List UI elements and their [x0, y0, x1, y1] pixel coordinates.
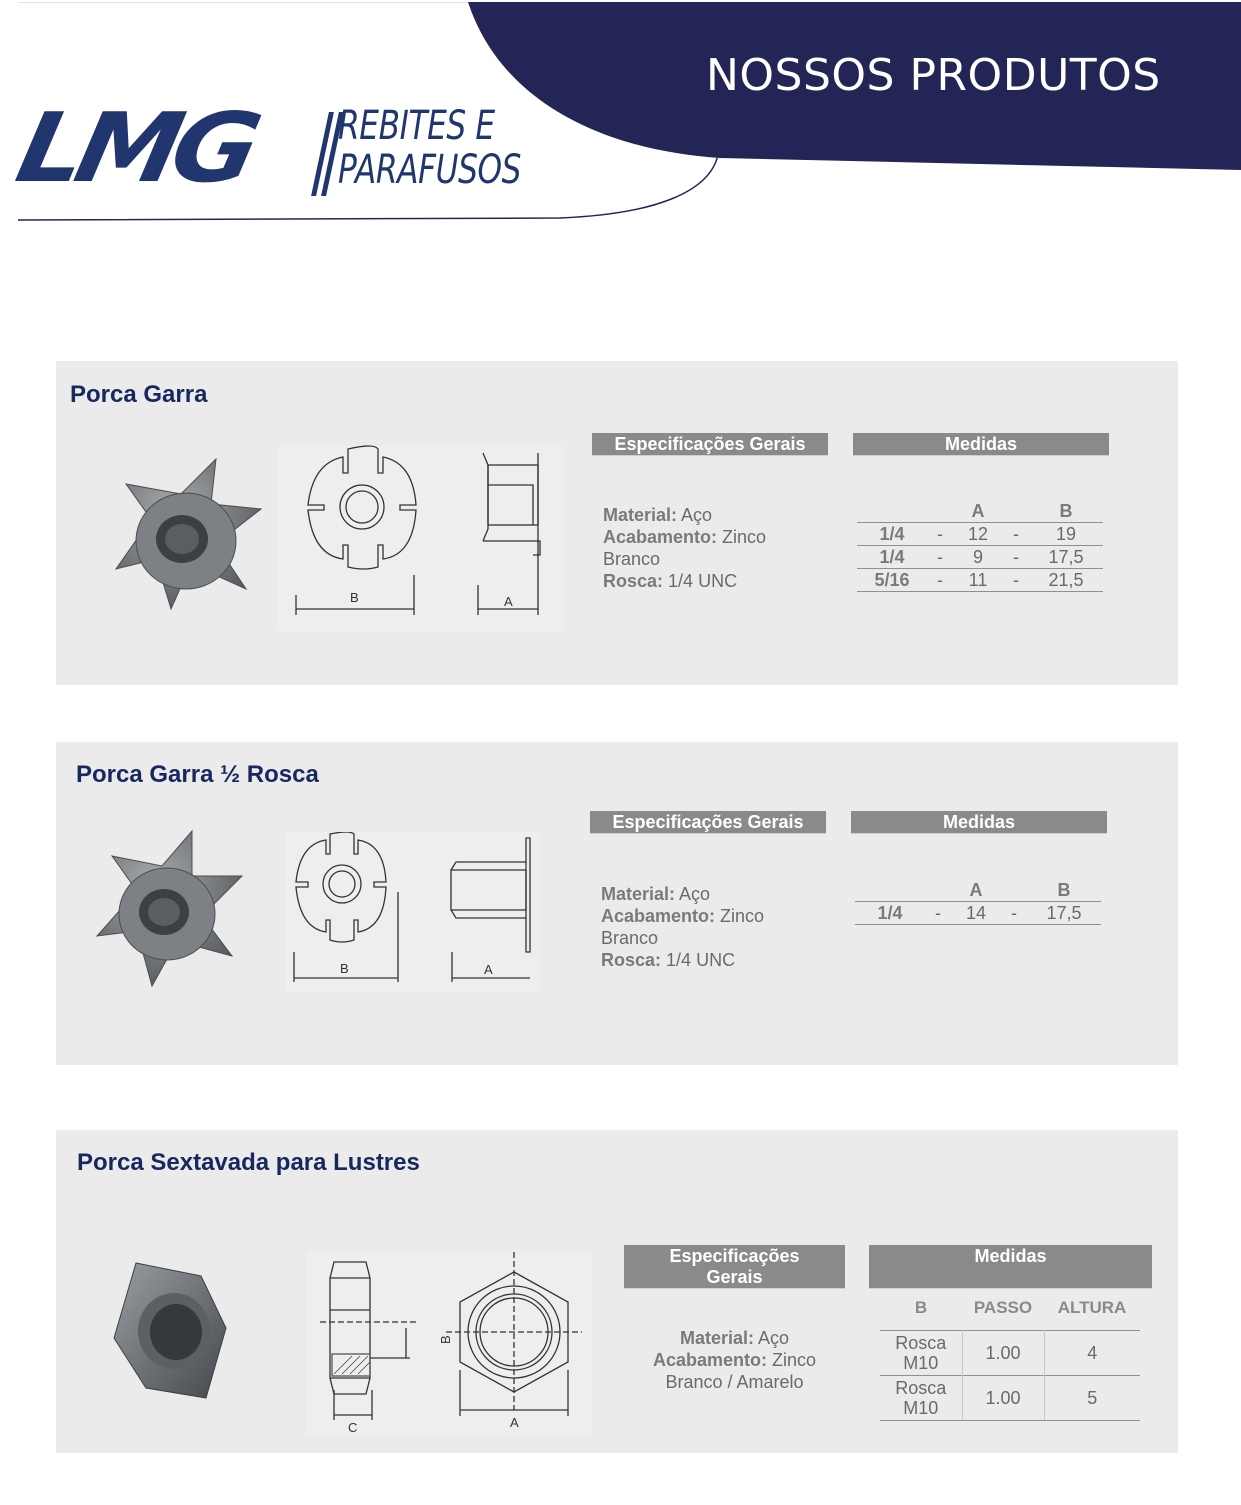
separator: -	[927, 569, 953, 592]
spec-label: Material:	[601, 884, 676, 904]
size-cell: 1/4	[857, 523, 927, 546]
size-cell: 1/4	[857, 546, 927, 569]
pitch-cell: 1.00	[962, 1330, 1044, 1375]
banner-title: NOSSOS PRODUTOS	[706, 50, 1161, 101]
spec-list	[603, 504, 766, 592]
thread-line2: M10	[903, 1352, 939, 1373]
separator: -	[927, 523, 953, 546]
half-thread-tee-nut-drawing	[286, 832, 541, 992]
table-row	[857, 569, 1103, 592]
tee-nut-photo	[96, 449, 266, 619]
thread-line1: Rosca	[895, 1377, 947, 1398]
spec-value: 1/4 UNC	[666, 950, 736, 970]
spec-value: Branco	[601, 928, 659, 948]
separator: -	[925, 902, 951, 925]
table-row	[855, 902, 1101, 925]
spec-list	[601, 883, 764, 971]
spec-label: Acabamento:	[603, 527, 718, 547]
spec-header-line1: Especificações	[669, 1246, 800, 1266]
measures-header: Medidas	[869, 1245, 1152, 1289]
company-logo	[7, 91, 530, 210]
product-title: Porca Garra	[70, 381, 208, 408]
spec-label: Material:	[603, 505, 678, 525]
logo-text-line1: REBITES E	[338, 103, 495, 149]
separator: -	[1001, 902, 1027, 925]
column-header: A	[971, 501, 985, 521]
spec-value: Aço	[679, 884, 711, 904]
product-title: Porca Garra ½ Rosca	[76, 761, 319, 788]
hex-nut-drawing	[306, 1250, 592, 1436]
size-cell: 1/4	[855, 902, 925, 925]
measures-header-row	[880, 1286, 1140, 1330]
spec-label: Material:	[679, 1328, 754, 1348]
separator: -	[1003, 569, 1029, 592]
spec-value: Zinco	[720, 906, 765, 926]
value-a: 14	[951, 902, 1001, 925]
column-header: A	[969, 880, 983, 900]
spec-label: Acabamento:	[601, 906, 716, 926]
tee-nut-drawing	[278, 445, 564, 631]
thread-cell	[880, 1330, 962, 1375]
product-title: Porca Sextavada para Lustres	[77, 1149, 420, 1176]
value-a: 12	[953, 523, 1003, 546]
value-b: 17,5	[1029, 546, 1103, 569]
spec-label: Rosca:	[601, 950, 662, 970]
value-b: 21,5	[1029, 569, 1103, 592]
spec-value: Zinco	[722, 527, 767, 547]
half-thread-tee-nut-photo	[82, 826, 252, 991]
table-row	[880, 1330, 1140, 1375]
measures-table	[880, 1286, 1140, 1421]
table-row	[857, 546, 1103, 569]
pitch-cell: 1.00	[962, 1375, 1044, 1420]
spec-value: 1/4 UNC	[668, 571, 738, 591]
column-header: B	[914, 1297, 928, 1317]
value-b: 17,5	[1027, 902, 1101, 925]
hex-nut-photo	[106, 1258, 231, 1403]
thread-line1: Rosca	[895, 1332, 947, 1353]
spec-header-line2: Gerais	[706, 1267, 763, 1287]
measures-header-row	[855, 879, 1101, 902]
dimension-label-c: C	[348, 1420, 358, 1435]
column-header: B	[1059, 501, 1073, 521]
spec-header: Especificações Gerais	[590, 811, 826, 834]
spec-header: Especificações Gerais	[592, 433, 828, 456]
value-a: 9	[953, 546, 1003, 569]
spec-list	[624, 1327, 845, 1393]
separator: -	[927, 546, 953, 569]
table-row	[857, 523, 1103, 546]
measures-header: Medidas	[853, 433, 1109, 456]
thread-line2: M10	[903, 1397, 939, 1418]
product-panel-porca-garra	[56, 361, 1178, 685]
column-header: B	[1057, 880, 1071, 900]
logo-mark: LMG	[7, 91, 263, 204]
spec-value: Aço	[681, 505, 713, 525]
spec-value: Zinco	[772, 1350, 817, 1370]
value-a: 11	[953, 569, 1003, 592]
spec-value: Aço	[758, 1328, 790, 1348]
dimension-label-a: A	[510, 1415, 519, 1430]
dimension-label-a: A	[504, 594, 513, 609]
separator: -	[1003, 523, 1029, 546]
dimension-label-b: B	[340, 961, 349, 976]
spec-header	[624, 1245, 845, 1289]
logo-text-line2: PARAFUSOS	[338, 147, 522, 193]
dimension-label-b: B	[438, 1335, 453, 1344]
size-cell: 5/16	[857, 569, 927, 592]
height-cell: 5	[1044, 1375, 1140, 1420]
measures-table	[857, 500, 1103, 592]
table-row	[880, 1375, 1140, 1420]
column-header: ALTURA	[1057, 1297, 1127, 1317]
column-header: PASSO	[973, 1297, 1033, 1317]
value-b: 19	[1029, 523, 1103, 546]
spec-value: Branco / Amarelo	[665, 1372, 804, 1392]
dimension-label-a: A	[484, 962, 493, 977]
spec-value: Branco	[603, 549, 661, 569]
measures-table	[855, 879, 1101, 925]
dimension-label-b: B	[350, 590, 359, 605]
logo-text	[338, 104, 521, 192]
product-panel-porca-sextavada	[56, 1130, 1178, 1453]
separator: -	[1003, 546, 1029, 569]
height-cell: 4	[1044, 1330, 1140, 1375]
measures-header: Medidas	[851, 811, 1107, 834]
spec-label: Acabamento:	[652, 1350, 767, 1370]
thread-cell	[880, 1375, 962, 1420]
product-panel-porca-garra-meia-rosca	[56, 742, 1178, 1065]
spec-label: Rosca:	[603, 571, 664, 591]
measures-header-row	[857, 500, 1103, 523]
